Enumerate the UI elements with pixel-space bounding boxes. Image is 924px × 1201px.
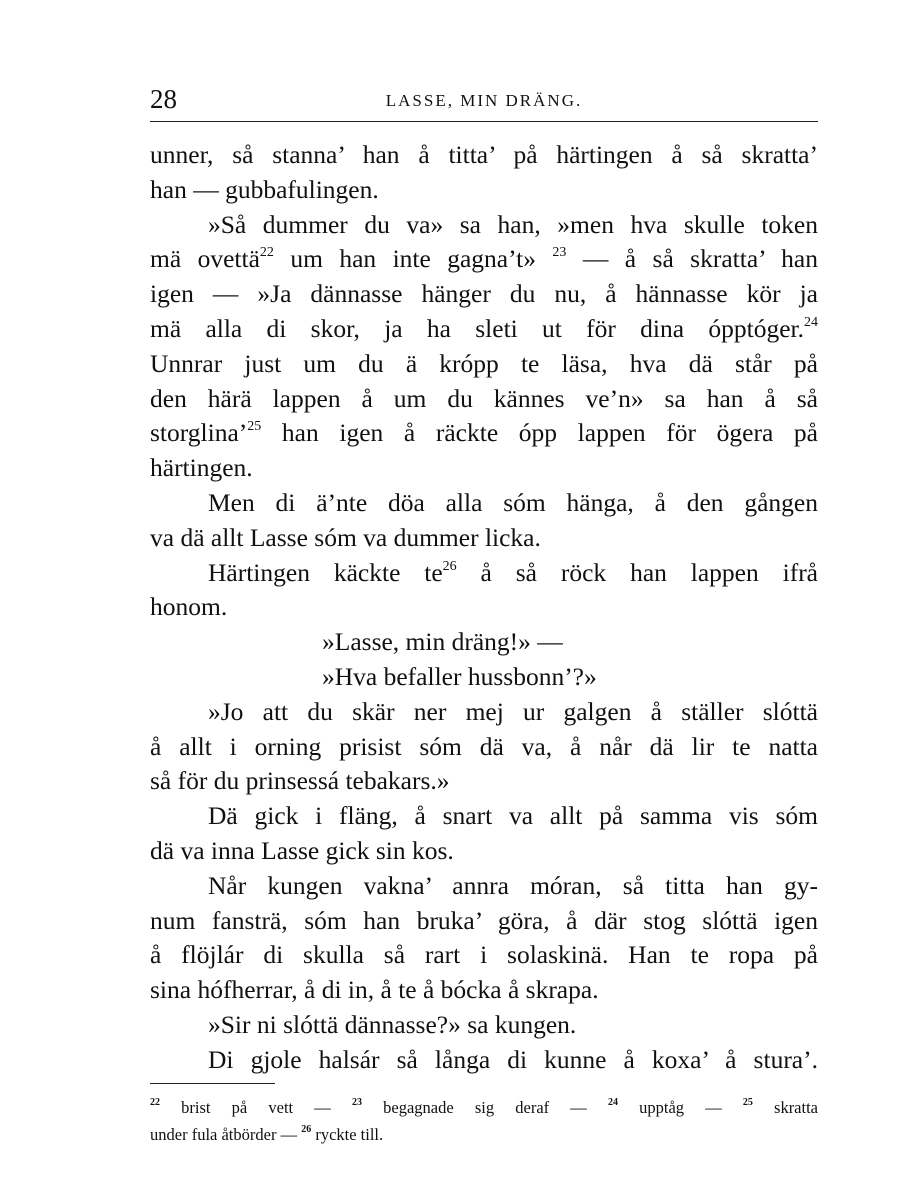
footnote-rule — [150, 1083, 275, 1084]
footnote-text: brist på vett — — [160, 1098, 352, 1117]
text-line — [150, 242, 818, 277]
text-line: unner, så stanna’ han å titta’ på härtingen å så skratta’ — [150, 140, 818, 169]
text-line: honom. — [150, 592, 228, 622]
text-line: Når kungen vakna’ annra móran, så titta han gy- — [208, 870, 818, 900]
text-line: »Så dummer du va» sa han, »men hva skulle token — [208, 209, 818, 239]
text-line: »Jo att du skär ner mej ur galgen å ställer slóttä — [208, 696, 818, 726]
text-line: igen — »Ja dännasse hänger du nu, å hännasse kör ja — [150, 279, 818, 309]
text-line: »Hva befaller hussbonn’?» — [322, 661, 597, 691]
text-line: »Sir ni slóttä dännasse?» sa kungen. — [208, 1009, 577, 1039]
text-line: Unnrar just um du ä krópp te läsa, hva dä står på — [150, 348, 818, 378]
page-number: 28 — [150, 84, 177, 114]
footnote-ref: 25 — [247, 419, 262, 435]
footnote-ref: 24 — [804, 314, 818, 330]
text-line: »Lasse, min dräng!» — — [322, 627, 563, 657]
text-line: sina hófherrar, å di in, å te å bócka å skrapa. — [150, 975, 599, 1005]
text-line: dä va inna Lasse gick sin kos. — [150, 835, 454, 865]
text-line: å allt i orning prisist sóm dä va, å når dä lir te natta — [150, 731, 818, 761]
text-segment: storglina’ — [150, 418, 248, 448]
text-segment: — å så skratta’ han — [566, 244, 818, 274]
text-line: va dä allt Lasse sóm va dummer licka. — [150, 522, 541, 552]
footnote-number: 23 — [351, 1097, 362, 1108]
footnote-ref: 23 — [552, 245, 567, 261]
footnote-text: begagnade sig deraf — — [361, 1098, 608, 1117]
text-line: han — gubbafulingen. — [150, 174, 379, 204]
text-segment: um han inte gagna’t» — [273, 244, 553, 274]
footnotes — [150, 1094, 818, 1148]
text-line: Di gjole halsár så långa di kunne å koxa’ å stura’. — [208, 1044, 818, 1074]
footnote-ref: 22 — [259, 245, 274, 261]
footnote-text: upptåg — — [617, 1098, 743, 1117]
text-segment: mä alla di skor, ja ha sleti ut för dina ópptóger. — [150, 313, 804, 343]
text-line: Men di ä’nte döa alla sóm hänga, å den gången — [208, 487, 818, 517]
text-line — [150, 416, 818, 451]
text-line: Dä gick i fläng, å snart va allt på samma vis sóm — [208, 801, 818, 831]
header-rule — [150, 121, 818, 122]
text-line: num fansträ, sóm han bruka’ göra, å där stog slóttä igen — [150, 905, 818, 935]
text-line: den härä lappen å um du kännes ve’n» sa han å så — [150, 383, 818, 413]
text-line: å flöjlár di skulla så rart i solaskinä. Han te ropa på — [150, 940, 818, 970]
text-segment: å så röck han lappen ifrå — [456, 557, 819, 587]
text-segment: Härtingen käckte te — [208, 557, 443, 587]
footnote-number: 24 — [607, 1097, 618, 1108]
footnote-text: skratta — [752, 1098, 819, 1117]
footnote-line — [150, 1121, 818, 1148]
footnote-ref: 26 — [442, 558, 457, 574]
footnote-text: under fula åtbörder — — [150, 1125, 302, 1144]
footnote-number: 25 — [742, 1097, 753, 1108]
text-line — [150, 556, 818, 591]
footnote-number: 22 — [150, 1097, 160, 1108]
text-line — [150, 312, 818, 347]
body-text — [150, 138, 818, 1078]
text-segment: mä ovettä — [150, 244, 260, 274]
footnote-number: 26 — [301, 1124, 312, 1135]
page-header — [150, 84, 818, 118]
text-segment: han igen å räckte ópp lappen för ögera på — [261, 418, 818, 448]
footnote-line — [150, 1094, 818, 1121]
running-title: LASSE, MIN DRÄNG. — [385, 91, 583, 110]
text-line: så för du prinsessá tebakars.» — [150, 766, 450, 796]
footnote-text: ryckte till. — [311, 1125, 384, 1144]
text-line: härtingen. — [150, 453, 253, 483]
